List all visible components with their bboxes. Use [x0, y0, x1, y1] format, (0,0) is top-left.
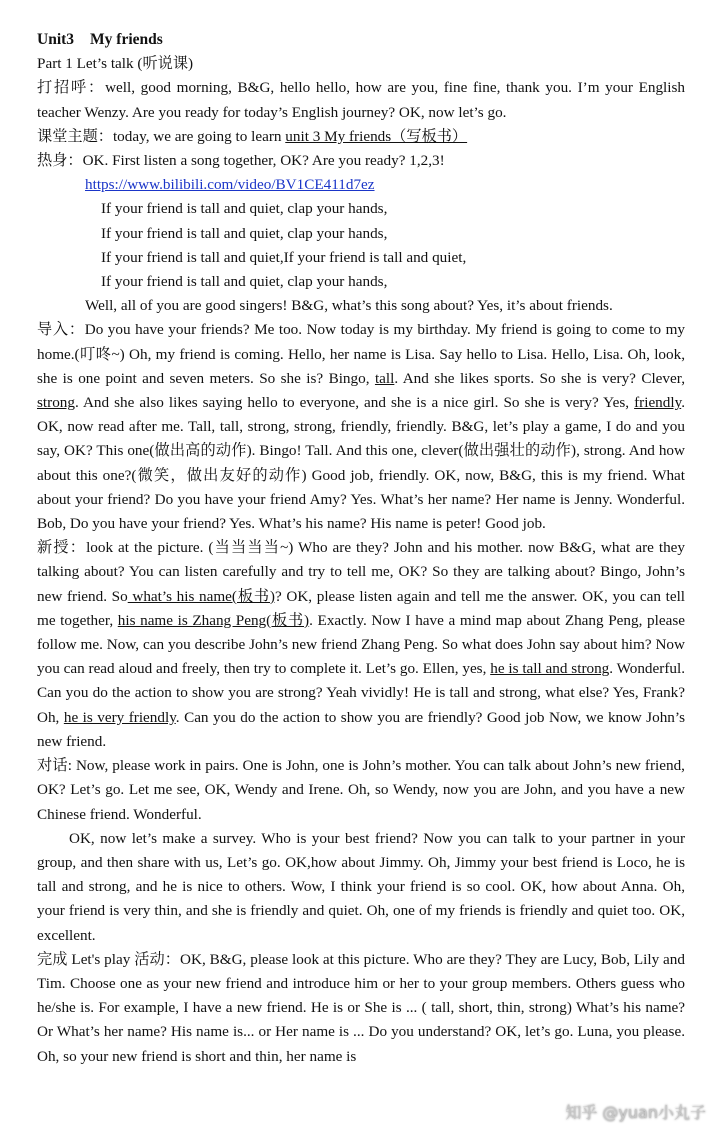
document-page	[37, 28, 685, 1069]
leadin-text: . And she also likes saying hello to everyone, and she is a nice girl. So she is very? Yes,	[74, 394, 635, 412]
warmup-text: OK. First listen a song together, OK? Are you ready? 1,2,3!	[82, 152, 445, 170]
greeting-label: 打招呼：	[37, 79, 106, 97]
song-link-line	[37, 173, 685, 197]
topic-underline: unit 3 My friends（写板书）	[285, 127, 468, 145]
leadin-text: . And she likes sports. So she is very? Clever,	[394, 369, 685, 387]
topic-label: 课堂主题：	[37, 127, 113, 145]
activity-text: OK, B&G, please look at this picture. Who are they? They are Lucy, Bob, Lily and Tim. Choose one as your new friend and introduce him or her to your group members. Others guess who he/she is. For example, I have a new friend. He is or She is ... ( tall, short, thin, strong) What’s his name? Or What’s her name? His name is... or Her name is ... Do you understand? OK, let’s go. Luna, you please. Oh, so your new friend is short and thin, her name is	[37, 950, 685, 1065]
unit-number: Unit3	[37, 31, 75, 48]
activity-paragraph	[37, 948, 685, 1069]
topic-text: today, we are going to learn	[112, 127, 286, 145]
dialogue-text: Now, please work in pairs. One is John, one is John’s mother. You can talk about John’s new friend, OK? Let’s go. Let me see, OK, Wendy and Irene. Oh, so Wendy, now you are John, and you have a new Chinese friend. Wonderful.	[37, 757, 685, 823]
new-lesson-text: . Wonderful. Can you do the action to show you are strong? Yeah vividly! He is tall and strong, what else? Yes, Frank? Oh,	[37, 660, 685, 726]
zhihu-watermark: 知乎 @yuan小丸子	[565, 1103, 706, 1122]
survey-paragraph: OK, now let’s make a survey. Who is your best friend? Now you can talk to your partner in your group, and then share with us, Let’s go. OK,how about Jimmy. Oh, Jimmy your best friend is Loco, he is tall and strong, and he is nice to others. Wow, I think your friend is so cool. OK, how about Anna. Oh, your friend is very thin, and she is friendly and quiet. Oh, one of my friends is friendly and quiet too. OK, excellent.	[37, 829, 685, 944]
leadin-paragraph	[37, 318, 685, 536]
song-link[interactable]: https://www.bilibili.com/video/BV1CE411d7ez	[85, 176, 375, 194]
underlined-phrase: what’s his name(板书)	[127, 587, 275, 605]
lyric-line: If your friend is tall and quiet,If your friend is tall and quiet,	[101, 248, 467, 266]
unit-name: My friends	[90, 31, 163, 48]
new-lesson-text: . Can you do the action to show you are friendly? Good job Now, we know John’s new friend.	[37, 708, 686, 750]
greeting-text: well, good morning, B&G, hello hello, how are you, fine fine, thank you. I’m your English teacher Wenzy. Are you ready for today’s English journey? OK, now let’s go.	[37, 79, 685, 121]
leadin-text: Do you have your friends? Me too. Now today is my birthday. My friend is going to come to my home.(叮咚~) Oh, my friend is coming. Hello, her name is Lisa. Say hello to Lisa. Hello, Lisa. Oh, look, she is one point and seven meters. So she is? Bingo,	[37, 321, 685, 387]
underlined-word: friendly	[634, 394, 682, 412]
new-lesson-paragraph	[37, 536, 685, 754]
underlined-phrase: his name is Zhang Peng(板书)	[117, 611, 310, 629]
lyric-line: If your friend is tall and quiet, clap your hands,	[101, 224, 388, 242]
lyric-line: If your friend is tall and quiet, clap your hands,	[101, 200, 388, 218]
activity-label: 完成 Let's play 活动：	[37, 950, 181, 968]
dialogue-label: 对话:	[37, 757, 76, 775]
warmup-label: 热身：	[37, 152, 83, 170]
part-heading: Part 1 Let’s talk (听说课)	[37, 55, 194, 73]
new-lesson-text: look at the picture. (当当当当~) Who are they? John and his mother. now B&G, what are they talking about? You can listen carefully and try to tell me, OK? So they are talking about? Bingo, John’s new friend. So	[37, 539, 685, 605]
warmup-paragraph	[37, 149, 685, 173]
new-lesson-text: . Exactly. Now I have a mind map about Zhang Peng, please follow me. Now, can you describe John’s new friend Zhang Peng. So what does John say about him? Now you can read aloud and freely, then try to complete it. Let’s go. Ellen, yes,	[37, 611, 685, 678]
underlined-phrase: he is tall and strong	[490, 660, 610, 678]
dialogue-paragraph	[37, 754, 685, 827]
leadin-text: . OK, now read after me. Tall, tall, strong, strong, friendly, friendly. B&G, let’s play a game, I do and you say, OK? This one(做出高的动作). Bingo! Tall. And this one, clever(做出强壮的动作), strong. And how about this one?(微笑，做出友好的动作) Good job, friendly. OK, now, B&G, this is my friend. What about your friend? Do you have your friend Amy? Yes. What’s her name? Her name is Jenny. Wonderful. Bob, Do you have your friend? Yes. What’s his name? His name is peter! Good job.	[37, 394, 685, 533]
underlined-phrase: he is very friendly	[63, 708, 176, 726]
unit-title	[37, 28, 685, 52]
lyric-line: If your friend is tall and quiet, clap your hands,	[101, 273, 388, 291]
underlined-word: tall	[374, 369, 395, 387]
underlined-word: strong	[37, 394, 75, 412]
leadin-label: 导入：	[37, 321, 85, 339]
new-lesson-text: ? OK, please listen again and tell me the answer. OK, you can tell me together,	[37, 587, 686, 629]
topic-paragraph	[37, 125, 685, 149]
warmup-after: Well, all of you are good singers! B&G, what’s this song about? Yes, it’s about friends.	[85, 297, 613, 315]
greeting-paragraph	[37, 76, 685, 124]
new-lesson-label: 新授：	[37, 539, 87, 557]
